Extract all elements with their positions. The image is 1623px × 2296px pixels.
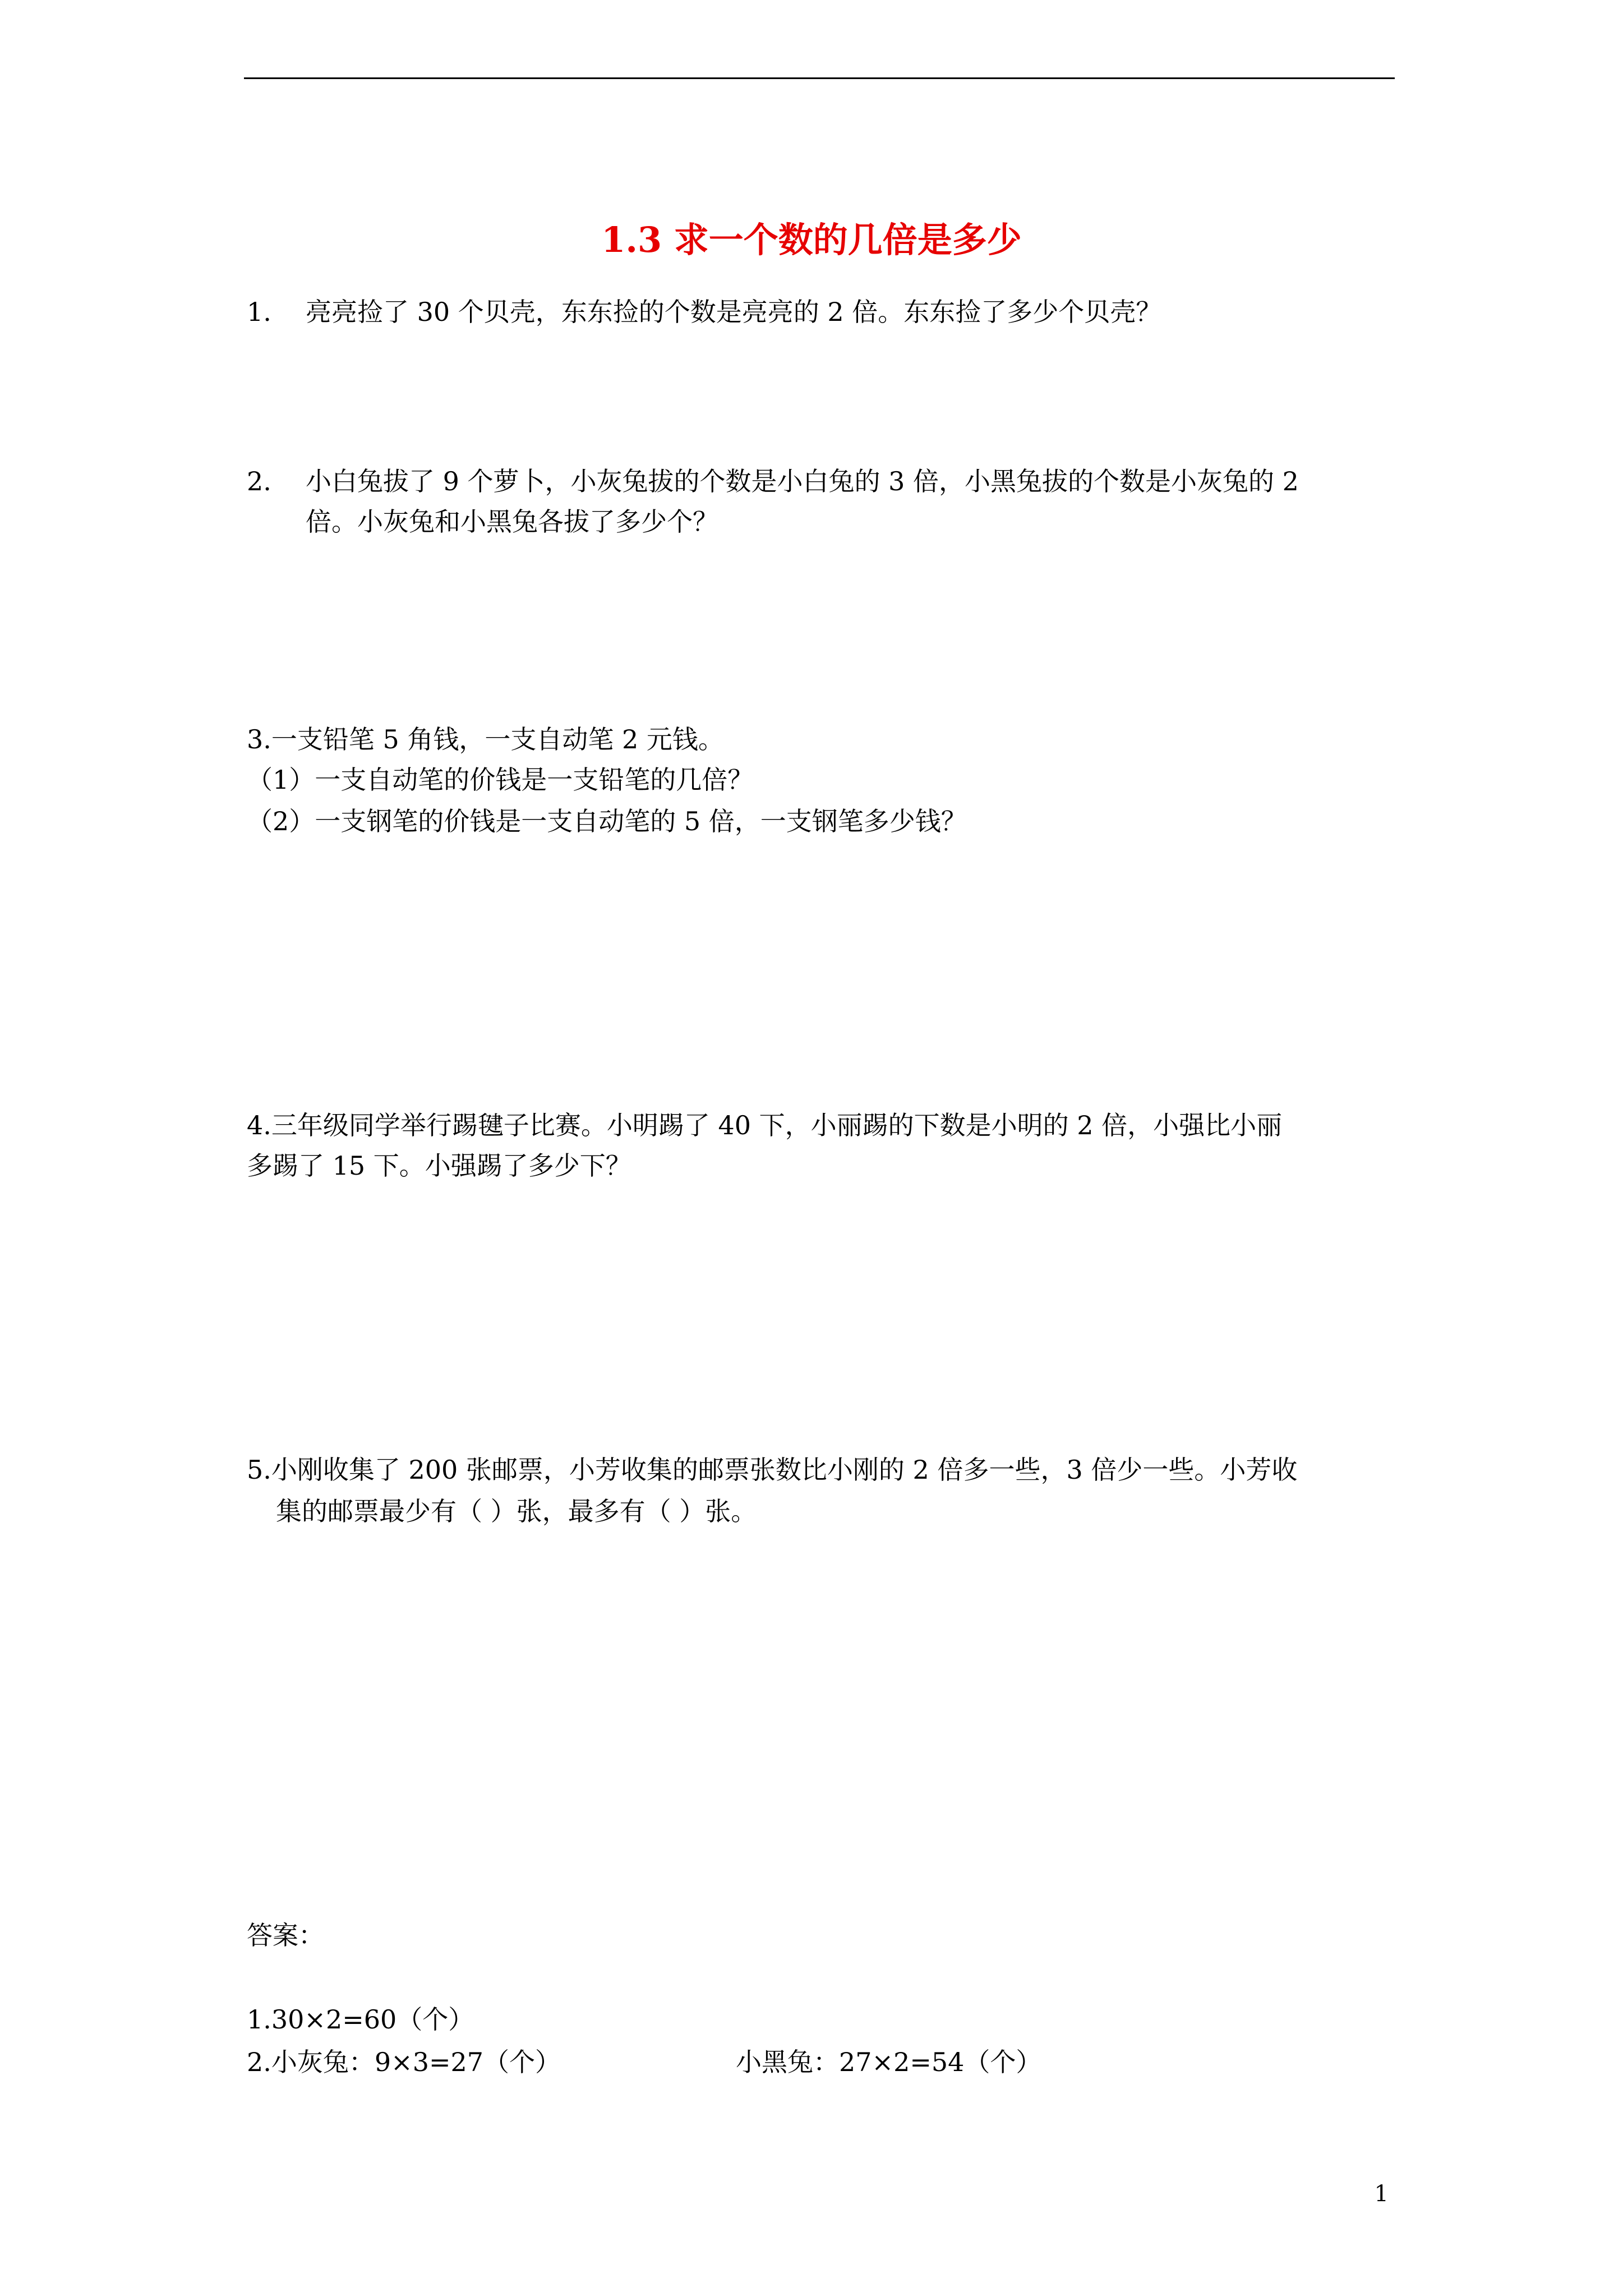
question-2-line-1: 小白兔拔了 9 个萝卜，小灰兔拔的个数是小白兔的 3 倍，小黑兔拔的个数是小灰兔的 2 xyxy=(306,466,1299,496)
answers-heading: 答案： xyxy=(247,1920,324,1950)
page-number: 1 xyxy=(1374,2181,1389,2207)
question-1-text: 亮亮捡了 30 个贝壳，东东捡的个数是亮亮的 2 倍。东东捡了多少个贝壳？ xyxy=(306,297,1162,327)
question-5-line-2: 集的邮票最少有（ ）张，最多有（ ）张。 xyxy=(276,1496,757,1526)
header-rule xyxy=(244,77,1395,79)
question-3-line-1: 3.一支铅笔 5 角钱，一支自动笔 2 元钱。 xyxy=(247,724,724,754)
question-4-line-1: 4.三年级同学举行踢毽子比赛。小明踢了 40 下，小丽踢的下数是小明的 2 倍，小强比小丽 xyxy=(247,1110,1283,1140)
question-3-part-2: （2）一支钢笔的价钱是一支自动笔的 5 倍，一支钢笔多少钱？ xyxy=(247,806,967,836)
question-2-number: 2. xyxy=(247,466,271,496)
question-1 xyxy=(247,296,271,328)
answer-2-part-b: 小黑兔：27×2=54（个） xyxy=(736,2047,1042,2077)
question-1-number: 1. xyxy=(247,297,271,327)
question-4-line-2: 多踢了 15 下。小强踢了多少下？ xyxy=(247,1151,631,1181)
page-title: 1.3 求一个数的几倍是多少 xyxy=(601,219,1022,260)
question-5-line-1: 5.小刚收集了 200 张邮票，小芳收集的邮票张数比小刚的 2 倍多一些，3 倍少一些。小芳收 xyxy=(247,1455,1298,1485)
question-3-part-1: （1）一支自动笔的价钱是一支铅笔的几倍？ xyxy=(247,765,754,795)
question-2-line-2: 倍。小灰兔和小黑兔各拔了多少个？ xyxy=(306,507,718,537)
answer-1: 1.30×2=60（个） xyxy=(247,2004,474,2035)
answer-2-part-a: 2.小灰兔：9×3=27（个） xyxy=(247,2047,561,2077)
